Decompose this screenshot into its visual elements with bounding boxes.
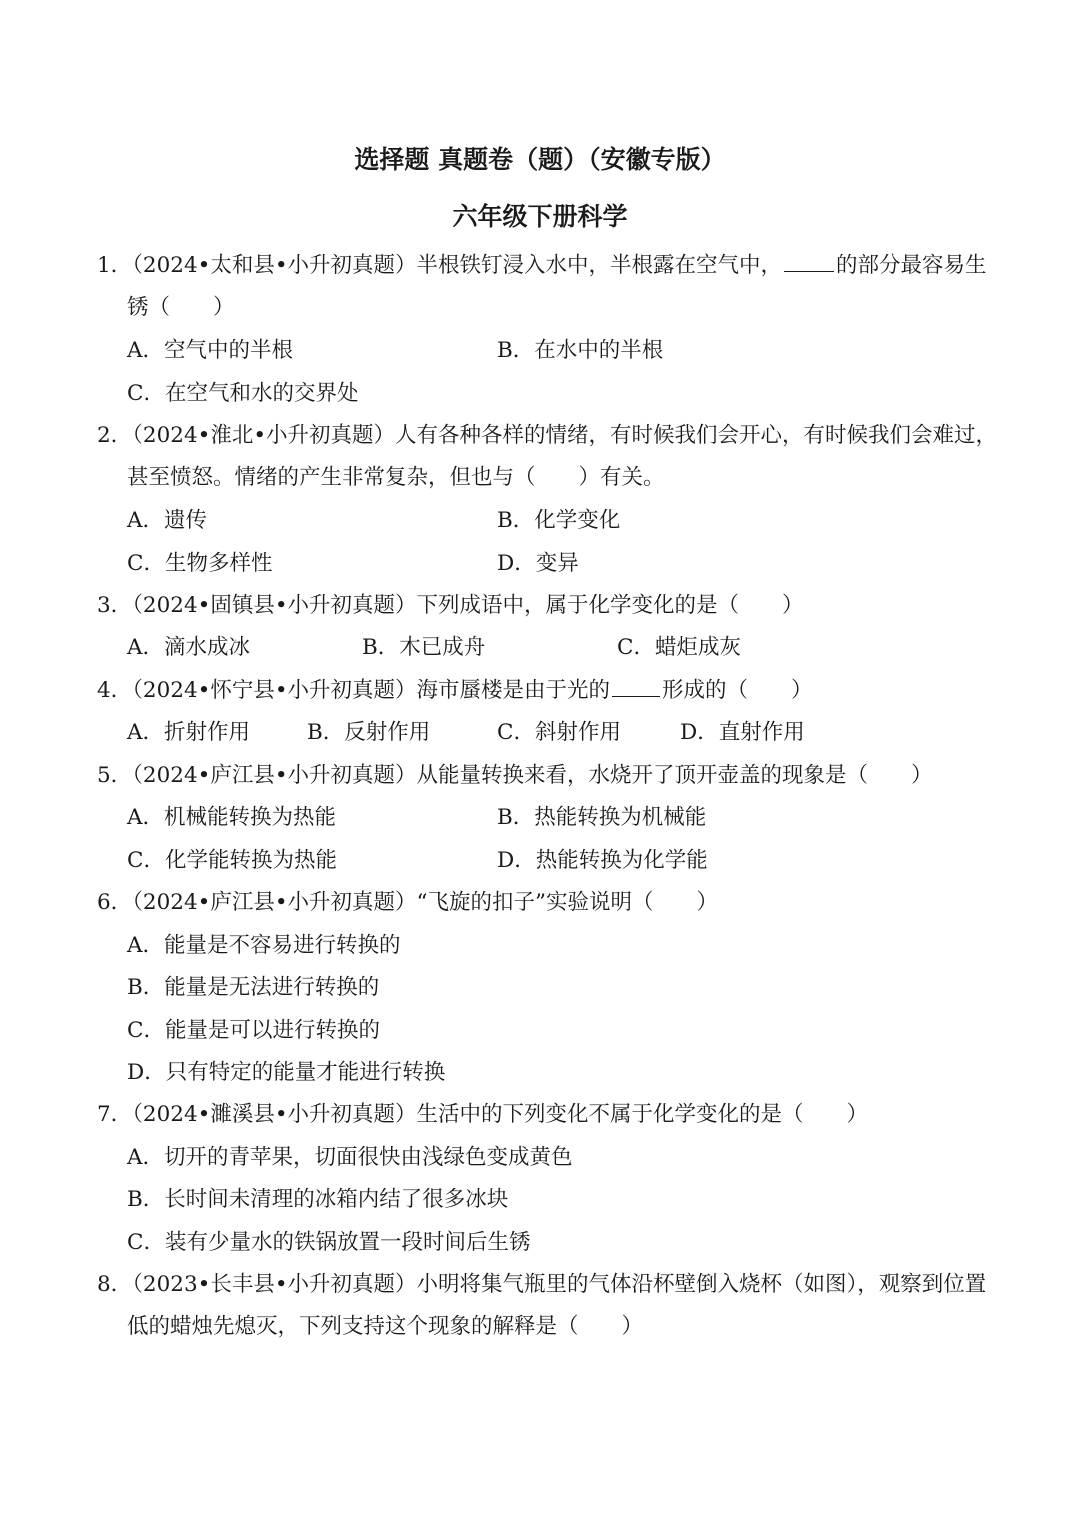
question-1-stem: [97, 252, 987, 280]
question-5-option-d: D．热能转换为化学能: [497, 848, 708, 873]
question-3-stem: 3．（2024•固镇县•小升初真题）下列成语中，属于化学变化的是（ ）: [97, 593, 804, 618]
question-6-option-c: C．能量是可以进行转换的: [127, 1018, 380, 1043]
question-4-stem-part1: 4．（2024•怀宁县•小升初真题）海市蜃楼是由于光的: [97, 678, 611, 703]
question-4-stem: [97, 677, 813, 705]
question-8-stem: 8．（2023•长丰县•小升初真题）小明将集气瓶里的气体沿杯壁倒入烧杯（如图），观察到位置: [97, 1272, 987, 1297]
question-2-stem-cont: 甚至愤怒。情绪的产生非常复杂，但也与（ ）有关。: [127, 465, 665, 490]
question-4-stem-part2: 形成的（ ）: [662, 678, 813, 703]
question-8-stem-cont: 低的蜡烛先熄灭，下列支持这个现象的解释是（ ）: [127, 1314, 644, 1339]
question-1-stem-cont: 锈（ ）: [127, 295, 235, 320]
question-2-option-b: B．化学变化: [497, 508, 621, 533]
question-2-option-a: A．遗传: [127, 508, 208, 533]
question-4-option-b: B．反射作用: [307, 720, 431, 745]
question-1-stem-part1: 1．（2024•太和县•小升初真题）半根铁钉浸入水中，半根露在空气中，: [97, 253, 783, 278]
question-7-option-b: B．长时间未清理的冰箱内结了很多冰块: [127, 1187, 509, 1212]
question-4-option-c: C．斜射作用: [497, 720, 621, 745]
question-7-option-a: A．切开的青苹果，切面很快由浅绿色变成黄色: [127, 1145, 573, 1170]
question-5-option-a: A．机械能转换为热能: [127, 805, 337, 830]
question-2-option-d: D．变异: [497, 551, 579, 576]
question-1-option-b: B．在水中的半根: [497, 338, 664, 363]
question-1-option-a: A．空气中的半根: [127, 338, 294, 363]
question-1-option-c: C．在空气和水的交界处: [127, 381, 359, 406]
question-6-option-b: B．能量是无法进行转换的: [127, 975, 380, 1000]
question-1-stem-part2: 的部分最容易生: [836, 253, 987, 278]
answer-blank: [612, 678, 660, 697]
question-3-option-c: C．蜡炬成灰: [617, 635, 741, 660]
question-3-option-a: A．滴水成冰: [127, 635, 251, 660]
question-3-option-b: B．木已成舟: [362, 635, 486, 660]
question-5-option-b: B．热能转换为机械能: [497, 805, 707, 830]
question-2-option-c: C．生物多样性: [127, 551, 273, 576]
page-subtitle: 六年级下册科学: [452, 202, 628, 231]
question-7-option-c: C．装有少量水的铁锅放置一段时间后生锈: [127, 1230, 531, 1255]
question-5-stem: 5．（2024•庐江县•小升初真题）从能量转换来看，水烧开了顶开壶盖的现象是（ ）: [97, 763, 933, 788]
page-title: 选择题 真题卷（题）（安徽专版）: [354, 145, 726, 174]
question-7-stem: 7．（2024•濉溪县•小升初真题）生活中的下列变化不属于化学变化的是（ ）: [97, 1102, 869, 1127]
question-6-option-a: A．能量是不容易进行转换的: [127, 933, 401, 958]
question-5-option-c: C．化学能转换为热能: [127, 848, 337, 873]
question-4-option-d: D．直射作用: [680, 720, 805, 745]
question-6-stem: 6．（2024•庐江县•小升初真题）“飞旋的扣子”实验说明（ ）: [97, 890, 718, 915]
question-4-option-a: A．折射作用: [127, 720, 251, 745]
question-6-option-d: D．只有特定的能量才能进行转换: [127, 1060, 446, 1085]
answer-blank: [784, 253, 834, 272]
question-2-stem: 2．（2024•淮北•小升初真题）人有各种各样的情绪，有时候我们会开心，有时候我们会难过，: [97, 423, 998, 448]
